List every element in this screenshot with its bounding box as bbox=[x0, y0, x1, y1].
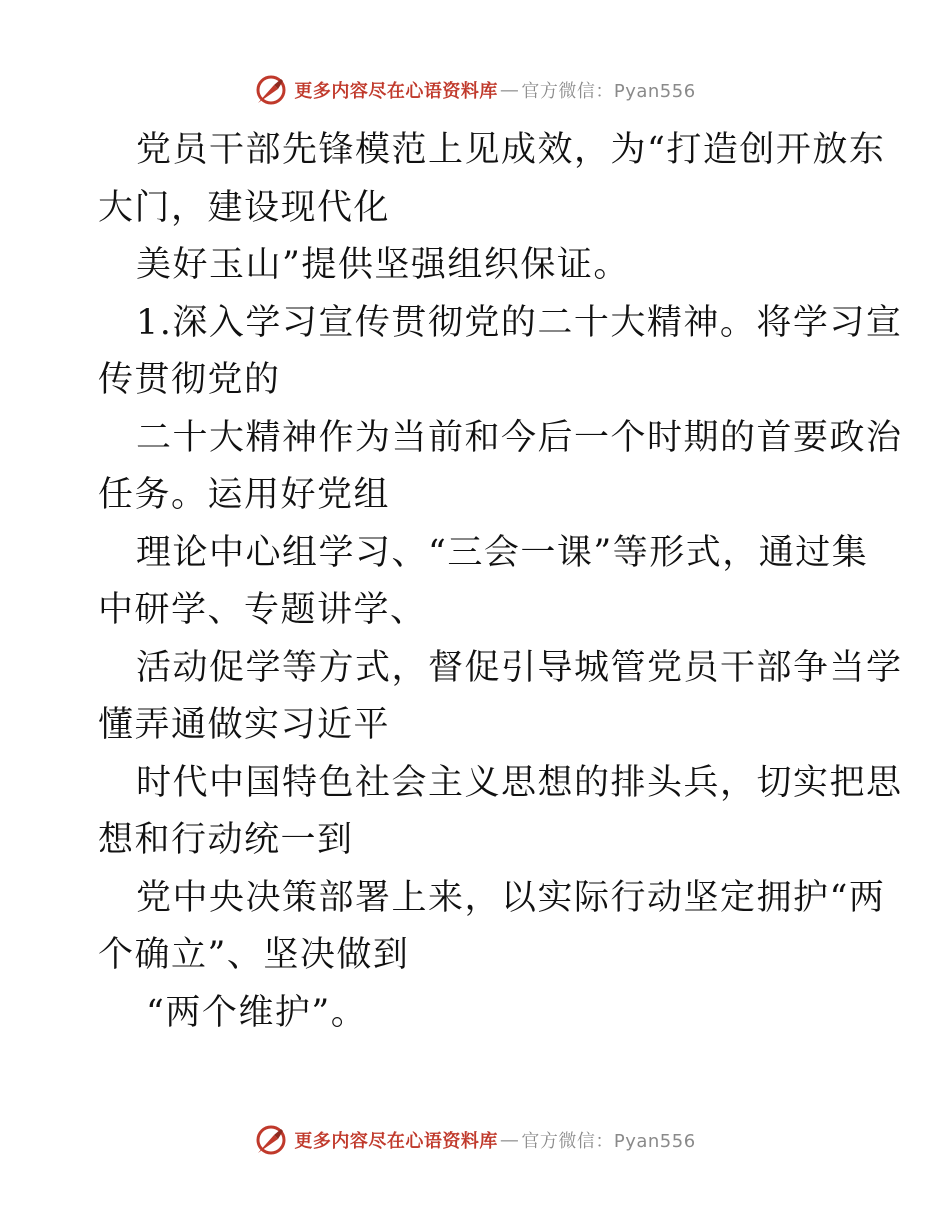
text-line: 理论中心组学习、“三会一课”等形式，通过集 bbox=[136, 532, 869, 573]
pen-nib-circle-icon bbox=[254, 73, 288, 107]
header-watermark bbox=[0, 70, 950, 110]
watermark-site-text: 更多内容尽在心语资料库 bbox=[294, 1131, 498, 1152]
text-line: 中研学、专题讲学、 bbox=[98, 590, 427, 630]
text-line: 个确立”、坚决做到 bbox=[98, 935, 410, 975]
watermark-dash: — bbox=[499, 1129, 520, 1151]
text-line: 大门，建设现代化 bbox=[98, 187, 391, 228]
text-line: 时代中国特色社会主义思想的排头兵，切实把思 bbox=[136, 762, 903, 803]
watermark-wechat-text: 官方微信：Pyan556 bbox=[521, 81, 696, 102]
text-line: “两个维护”。 bbox=[146, 992, 368, 1033]
watermark-wechat-text: 官方微信：Pyan556 bbox=[521, 1131, 696, 1152]
text-line: 二十大精神作为当前和今后一个时期的首要政治 bbox=[136, 417, 903, 458]
text-line: 想和行动统一到 bbox=[98, 820, 354, 860]
text-line: 党中央决策部署上来，以实际行动坚定拥护“两 bbox=[136, 877, 886, 918]
text-line: 懂弄通做实习近平 bbox=[98, 705, 391, 745]
pen-nib-circle-icon bbox=[254, 1123, 288, 1157]
document-body bbox=[98, 122, 903, 1042]
watermark-dash: — bbox=[499, 79, 520, 101]
footer-watermark bbox=[0, 1120, 950, 1160]
text-line: 1.深入学习宣传贯彻党的二十大精神。将学习宣 bbox=[136, 302, 903, 343]
text-line: 任务。运用好党组 bbox=[98, 475, 391, 515]
text-line: 美好玉山”提供坚强组织保证。 bbox=[136, 245, 630, 285]
text-line: 党员干部先锋模范上见成效，为“打造创开放东 bbox=[136, 130, 886, 170]
text-line: 传贯彻党的 bbox=[98, 360, 281, 400]
text-line: 活动促学等方式，督促引导城管党员干部争当学 bbox=[136, 647, 903, 688]
watermark-site-text: 更多内容尽在心语资料库 bbox=[294, 81, 498, 102]
